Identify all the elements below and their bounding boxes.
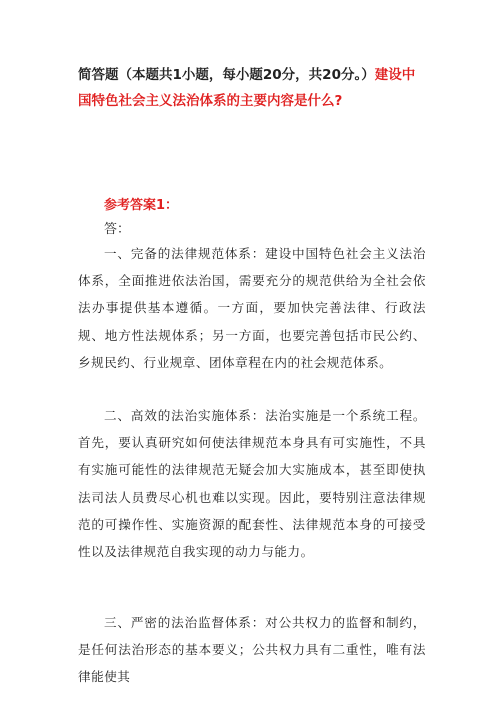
question-prefix: 简答题（本题共1小题，每小题20分，共20分。） [78,67,375,83]
question-text: 建设中国特色社会主义法治体系的主要内容是什么? [78,67,416,109]
answer-intro: 答： [104,222,131,237]
answer-label: 参考答案1： [104,198,179,213]
question-heading [78,62,428,114]
answer-paragraph-2: 二、高效的法治实施体系：法治实施是一个系统工程。首先，要认真研究如何使法律规范本身具有可实施性，不具有实施可能性的法律规范无疑会加大实施成本，甚至即使执法司法人员费尽心机也难以实现。因此，要特别注意法律规范的可操作性、实施资源的配套性、法律规范本身的可接受性以及法律规范自我实现的动力与能力。 [78,408,426,560]
answer-paragraph-1: 一、完备的法律规范体系：建设中国特色社会主义法治体系，全面推进依法治国，需要充分的规范供给为全社会依法办事提供基本遵循。一方面，要加快完善法律、行政法规、地方性法规体系；另一方面，也要完善包括市民公约、乡规民约、行业规章、团体章程在内的社会规范体系。 [78,246,426,370]
answer-paragraph-3: 三、严密的法治监督体系：对公共权力的监督和制约，是任何法治形态的基本要义；公共权力具有二重性，唯有法律能使其 [78,615,426,685]
